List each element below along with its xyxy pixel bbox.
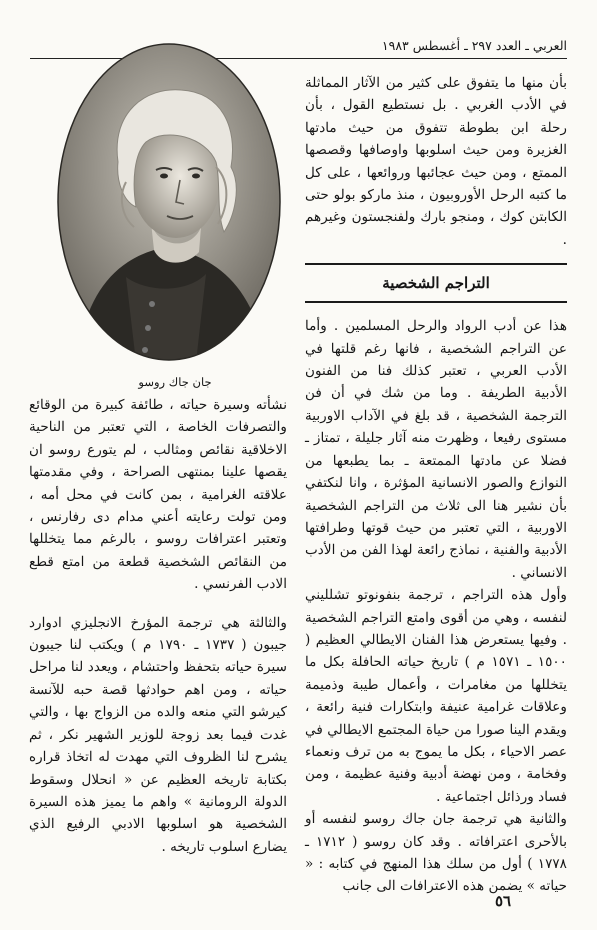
section-heading-block [305,263,567,303]
running-head: العربي ـ العدد ٢٩٧ ـ أغسطس ١٩٨٣ [381,38,567,53]
paragraph-gibbon: والثالثة هي ترجمة المؤرخ الانجليزي ادوارد جيبون ( ١٧٣٧ ـ ١٧٩٠ م ) ويكتب لنا جيبون سيرة حياته بتحفظ واحتشام ، ويعدد لنا مراحل حياته ، ومن اهم حوادثها قصة حبه للآنسة كيرشو التي منعه والده من الزواج بها ، والتي غدت فيما بعد زوجة للوزير الشهير نكر ، ثم يشرح لنا الظروف التي مهدت له اتخاذ قراره بكتابة تاريخه العظيم عن « انحلال وسقوط الدولة الرومانية » واهم ما يميز هذه السيرة الشخصية هو اسلوبها الادبي الرفيع الذي يضارع اسلوب تاريخه . [29,614,288,855]
paragraph-personal-biographies: هذا عن أدب الرواد والرحل المسلمين . وأما عن التراجم الشخصية ، فانها رغم قلتها في الأدب العربي ، تعتبر كذلك فنا من الفنون الأدبية الطريفة . وما من شك في أن فن الترجمة الشخصية ، قد بلغ في الآداب الاوربية مستوى رفيعا ، وظهرت منه آثار جليلة ، تمتاز ـ فضلا عن مادتها الممتعة ـ بما يطبعها من النوازع والصور الانسانية المؤثرة ، وانا لنكتفي بأن نشير هنا الى ثلاث من التراجم الشخصية الاوربية ، التي تعتبر من حيث قوتها وطرافتها الأدبية والفنية ، نماذج رائعة لهذا الفن من الأدب الانساني . [305,318,567,581]
portrait-engraving-icon [56,42,282,362]
left-column [29,394,287,858]
portrait-caption: جان جاك روسو [138,375,212,389]
intro-paragraph: بأن منها ما يتفوق على كثير من الآثار المماثلة في الأدب الغربي . بل نستطيع القول ، بأن رحلة ابن بطوطة تتفوق من حيث مادتها الغزيرة ومن حيث اسلوبها واوصافها وقصصها الممتع ، ومن حيث عجائبها وروائعها ، على كل ما كتبه الرحل الأوروبيون ، منذ ماركو بولو حتى الكابتن كوك ، ومنجو بارك ولفنجستون وغيرهم . [305,75,567,248]
section-rule-top [305,263,567,265]
page-number: ٥٦ [494,892,512,910]
section-rule-bottom [305,301,567,303]
paragraph-cellini: وأول هذه التراجم ، ترجمة بنفونوتو تشلليني لنفسه ، وهي من أقوى وامتع التراجم الشخصية . وفيها يستعرض هذا الفنان الايطالي العظيم ( ١٥٠٠ ـ ١٥٧١ م ) تاريخ حياته الحافلة بكل ما يتخللها من مغامرات ، وأعمال طيبة وذميمة وعلاقات غرامية عنيفة وابتكارات فنية رائعة ، ويقدم الينا صورا من حياة المجتمع الايطالي في عصر الاحياء ، بكل ما يموج به من ترف ونعماء وفخامة ، ومن نهضة أدبية وفنية عظيمة ، ومن فساد ورذائل اجتماعية . [305,587,567,805]
paragraph-rousseau-continued: نشأته وسيرة حياته ، طائفة كبيرة من الوقائع والتصرفات الخاصة ، التي تعتبر من الناحية الاخلاقية نقائص ومثالب ، لم يتورع روسو ان يقصها علينا بمنتهى الصراحة ، وفي مقدمتها علاقته الغرامية ، بمن كانت في محل أمه ، ومن تولت رعايته أعني مدام دى رفارنس ، وتعتبر اعترافات روسو ، بالرغم مما يتخللها من النقائص الشخصية قطعة من امتع قطع الادب الفرنسي . [29,397,287,593]
paragraph-rousseau-start: والثانية هي ترجمة جان جاك روسو لنفسه أو بالأحرى اعترافاته . وقد كان روسو ( ١٧١٢ ـ ١٧٧٨ ) أول من سلك هذا المنهج في كتابه : « حياته » يضمن هذه الاعترافات الى جانب [305,811,567,895]
right-column [305,72,567,898]
paragraph-gap [29,596,287,612]
section-heading: التراجم الشخصية [382,274,490,293]
